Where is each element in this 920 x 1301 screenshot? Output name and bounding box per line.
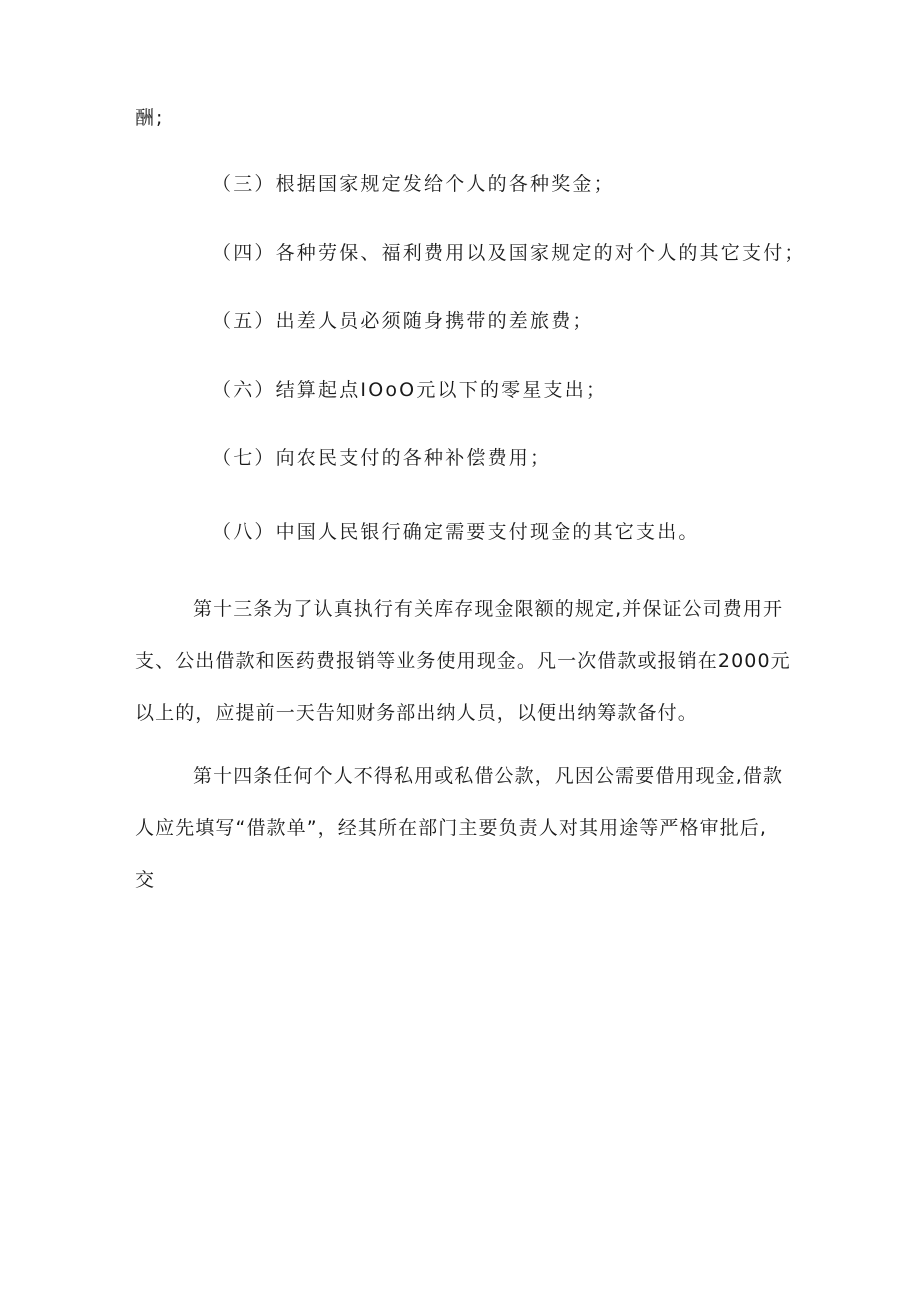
article-13-paragraph (135, 583, 791, 739)
list-item-7: （七）向农民支付的各种补偿费用； (212, 447, 552, 469)
list-item-8: （八）中国人民银行确定需要支付现金的其它支出。 (212, 521, 700, 543)
list-item-3: （三）根据国家规定发给个人的各种奖金； (212, 173, 615, 195)
article-13-line-1: 第十三条为了认真执行有关库存现金限额的规定,并保证公司费用开 (193, 598, 784, 620)
article-13-line-2: 支、公出借款和医药费报销等业务使用现金。凡一次借款或报销在2000元 (135, 650, 791, 672)
article-14-paragraph (135, 750, 785, 906)
list-item-4: （四）各种劳保、福利费用以及国家规定的对个人的其它支付； (212, 242, 806, 264)
continuation-line: 酬; (135, 107, 165, 129)
article-14-line-1: 第十四条任何个人不得私用或私借公款，凡因公需要借用现金,借款 (193, 765, 784, 787)
list-item-5: （五）出差人员必须随身携带的差旅费； (212, 310, 594, 332)
article-14-line-2: 人应先填写“借款单”，经其所在部门主要负责人对其用途等严格审批后, (135, 817, 768, 839)
list-item-6: （六）结算起点IOoO元以下的零星支出； (212, 379, 608, 401)
article-14-line-3: 交 (135, 869, 156, 891)
article-13-line-3: 以上的，应提前一天告知财务部出纳人员，以便出纳筹款备付。 (135, 702, 698, 724)
